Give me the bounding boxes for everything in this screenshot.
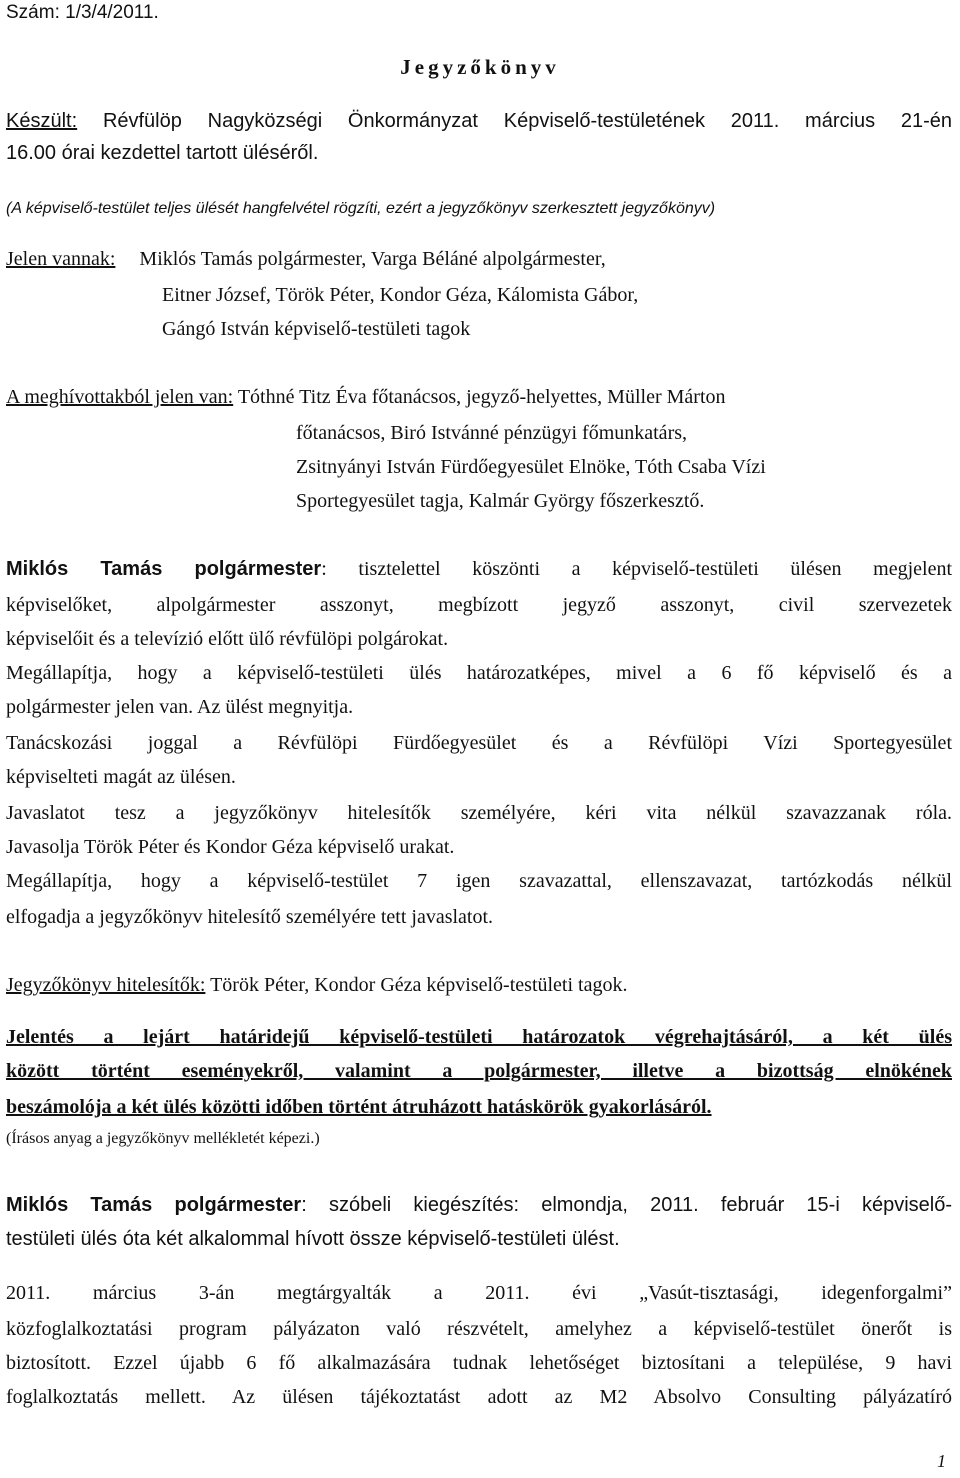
written-material-note: (Írásos anyag a jegyzőkönyv mellékletét képezi.) [6,1130,320,1147]
vote-line-2: elfogadja a jegyzőkönyv hitelesítő személyére tett javaslatot. [6,906,494,928]
speaker-name: Miklós Tamás polgármester [6,558,322,580]
invited-text-4: Sportegyesület tagja, Kalmár György főszerkesztő. [296,490,705,512]
made-line-1 [6,104,952,138]
oral-line-2: testületi ülés óta két alkalommal hívott össze képviselő-testületi ülést. [6,1228,620,1250]
made-text: Révfülöp Nagyközségi Önkormányzat Képviselő-testületének 2011. március 21-én [102,110,952,132]
oral-line-1: Miklós Tamás polgármester: szóbeli kiegészítés: elmondja, 2011. február 15-i képviselő- [6,1194,952,1216]
opening-line-3: képviselőit és a televízió előtt ülő révfülöpi polgárokat. [6,628,449,650]
verifiers-row [6,968,952,1002]
report-heading-line-3: beszámolója a két ülés közötti időben történt átruházott hatáskörök gyakorlásáról. [6,1096,712,1118]
opening-line-1: Miklós Tamás polgármester: tisztelettel köszönti a képviselő-testületi ülésen megjelent [6,558,953,580]
oral-text-1: szóbeli kiegészítés: elmondja, 2011. február 15-i képviselő- [328,1194,952,1216]
proposal-line-2: Javasolja Török Péter és Kondor Géza képviselő urakat. [6,836,455,858]
verifiers-text: Török Péter, Kondor Géza képviselő-testületi tagok. [210,974,628,996]
present-row-1 [6,242,952,276]
march-line-4: foglalkoztatás mellett. Az ülésen tájékoztatást adott az M2 Absolvo Consulting pályázatíró [6,1386,952,1408]
report-heading-line-2: között történt eseményekről, valamint a polgármester, illetve a bizottság elnökének [6,1060,952,1082]
present-text-3: Gángó István képviselő-testületi tagok [162,318,471,340]
opening-line-2: képviselőket, alpolgármester asszonyt, megbízott jegyző asszonyt, civil szervezetek [6,594,952,616]
page-number: 1 [937,1451,946,1471]
verifiers-label: Jegyzőkönyv hitelesítők: [6,974,206,996]
vote-line-1: Megállapítja, hogy a képviselő-testület 7 igen szavazattal, ellenszavazat, tartózkodás nélkül [6,870,952,892]
document-number: Szám: 1/3/4/2011. [6,2,159,23]
invited-text-1: Tóthné Titz Éva főtanácsos, jegyző-helyettes, Müller Márton [237,386,726,408]
speaker-name-2: Miklós Tamás polgármester [6,1194,302,1216]
advisory-line-2: képviselteti magát az ülésen. [6,766,236,788]
quorum-line-1: Megállapítja, hogy a képviselő-testületi ülés határozatképes, mivel a 6 fő képviselő és a [6,662,952,684]
present-text-2: Eitner József, Török Péter, Kondor Géza, Kálomista Gábor, [162,284,639,306]
invited-row-1 [6,380,952,414]
invited-text-3: Zsitnyányi István Fürdőegyesület Elnöke, Tóth Csaba Vízi [296,456,766,478]
quorum-line-2: polgármester jelen van. Az ülést megnyitja. [6,696,354,718]
report-heading-line-1: Jelentés a lejárt határidejű képviselő-testületi határozatok végrehajtásáról, a két ülés [6,1026,952,1048]
made-label: Készült: [6,110,78,132]
recording-note: (A képviselő-testület teljes ülését hangfelvétel rögzíti, ezért a jegyzőkönyv szerkesztett jegyzőkönyv) [6,200,716,217]
present-text-1: Miklós Tamás polgármester, Varga Béláné alpolgármester, [139,248,606,270]
document-title: Jegyzőkönyv [400,55,560,79]
march-line-2: közfoglalkoztatási program pályázaton való részvételt, amelyhez a képviselő-testület önerőt is [6,1318,952,1340]
present-label: Jelen vannak: [6,248,116,270]
march-line-3: biztosított. Ezzel újabb 6 fő alkalmazására tudnak lehetőséget biztosítani a települése, 9 havi [6,1352,952,1374]
made-line-2: 16.00 órai kezdettel tartott üléséről. [6,142,319,164]
advisory-line-1: Tanácskozási joggal a Révfülöpi Fürdőegyesület és a Révfülöpi Vízi Sportegyesület [6,732,952,754]
invited-label: A meghívottakból jelen van: [6,386,234,408]
opening-text-1: tisztelettel köszönti a képviselő-testületi ülésen megjelent [358,558,953,580]
proposal-line-1: Javaslatot tesz a jegyzőkönyv hitelesítők személyére, kéri vita nélkül szavazzanak róla. [6,802,952,824]
march-line-1: 2011. március 3-án megtárgyalták a 2011. évi „Vasút-tisztasági, idegenforgalmi” [6,1282,952,1304]
invited-text-2: főtanácsos, Biró Istvánné pénzügyi főmunkatárs, [296,422,688,444]
